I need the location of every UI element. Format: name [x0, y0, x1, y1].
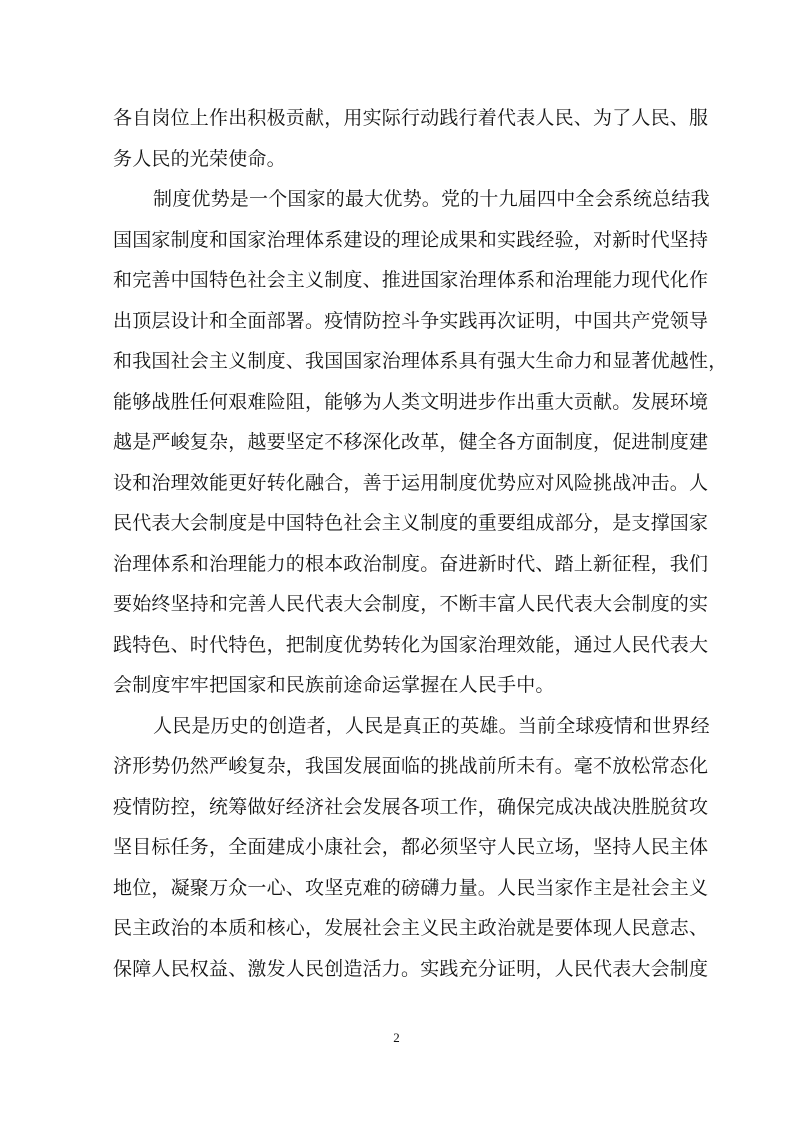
- text-line: 出顶层设计和全面部署。疫情防控斗争实践再次证明，中国共产党领导: [113, 309, 709, 332]
- text-line: 保障人民权益、激发人民创造活力。实践充分证明，人民代表大会制度: [113, 957, 709, 980]
- text-line: 地位，凝聚万众一心、攻坚克难的磅礴力量。人民当家作主是社会主义: [113, 876, 709, 899]
- paragraph-first-line: 人民是历史的创造者，人民是真正的英雄。当前全球疫情和世界经: [153, 714, 710, 737]
- text-line: 和我国社会主义制度、我国国家治理体系具有强大生命力和显著优越性，: [113, 350, 728, 372]
- text-line: 疫情防控，统筹做好经济社会发展各项工作，确保完成决战决胜脱贫攻: [113, 795, 709, 818]
- text-line: 践特色、时代特色，把制度优势转化为国家治理效能，通过人民代表大: [113, 633, 709, 656]
- text-line: 设和治理效能更好转化融合，善于运用制度优势应对风险挑战冲击。人: [113, 471, 709, 494]
- text-line: 济形势仍然严峻复杂，我国发展面临的挑战前所未有。毫不放松常态化: [113, 755, 709, 777]
- body-text: [113, 98, 728, 989]
- text-line: 和完善中国特色社会主义制度、推进国家治理体系和治理能力现代化作: [113, 269, 709, 291]
- paragraph-first-line: 制度优势是一个国家的最大优势。党的十九届四中全会系统总结我: [153, 188, 710, 210]
- text-line: 能够战胜任何艰难险阻，能够为人类文明进步作出重大贡献。发展环境: [113, 390, 709, 413]
- page-number: 2: [393, 1030, 400, 1045]
- text-line: 国国家制度和国家治理体系建设的理论成果和实践经验，对新时代坚持: [113, 228, 709, 251]
- text-line: 会制度牢牢把国家和民族前途命运掌握在人民手中。: [113, 674, 555, 696]
- text-line: 务人民的光荣使命。: [113, 147, 286, 170]
- text-line: 民代表大会制度是中国特色社会主义制度的重要组成部分，是支撑国家: [113, 512, 709, 534]
- text-line: 民主政治的本质和核心，发展社会主义民主政治就是要体现人民意志、: [113, 917, 709, 939]
- text-line: 要始终坚持和完善人民代表大会制度，不断丰富人民代表大会制度的实: [113, 593, 709, 615]
- text-line: 治理体系和治理能力的根本政治制度。奋进新时代、踏上新征程，我们: [113, 552, 709, 575]
- text-line: 越是严峻复杂，越要坚定不移深化改革，健全各方面制度，促进制度建: [113, 431, 709, 453]
- text-line: 各自岗位上作出积极贡献，用实际行动践行着代表人民、为了人民、服: [113, 107, 709, 129]
- text-line: 坚目标任务，全面建成小康社会，都必须坚守人民立场，坚持人民主体: [113, 836, 709, 858]
